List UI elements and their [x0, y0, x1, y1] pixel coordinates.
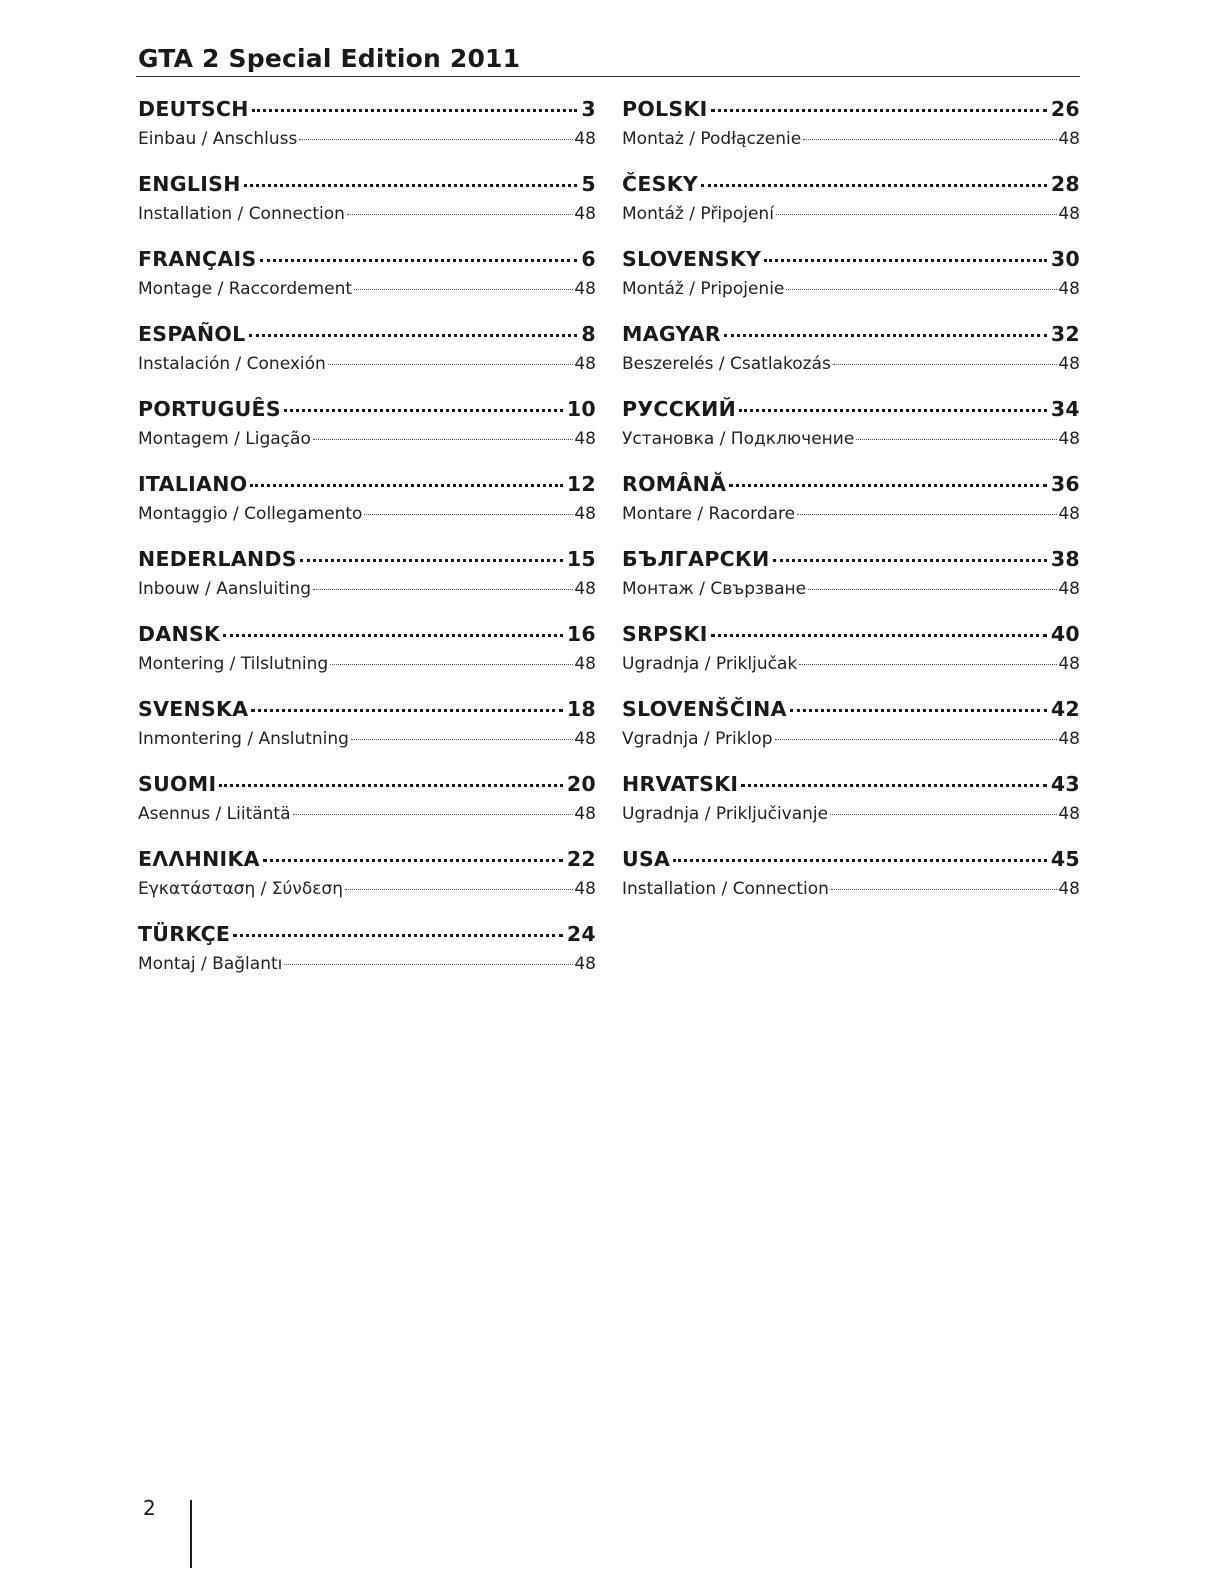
dot-leader [300, 559, 563, 562]
toc-subtitle: Ugradnja / Priključak [622, 654, 798, 674]
toc-language: POLSKI [622, 97, 708, 121]
toc-page: 36 [1050, 472, 1080, 496]
toc-sub-page: 48 [1058, 129, 1080, 149]
toc-entry [138, 769, 596, 844]
toc-sub-link[interactable] [622, 500, 1080, 528]
toc-sub-page: 48 [574, 654, 596, 674]
toc-language: ITALIANO [138, 472, 248, 496]
toc-page: 18 [566, 697, 596, 721]
toc-sub-page: 48 [1058, 354, 1080, 374]
toc-sub-page: 48 [574, 879, 596, 899]
toc-sub-link[interactable] [138, 950, 596, 978]
toc-sub-link[interactable] [622, 275, 1080, 303]
toc-heading-link[interactable] [622, 94, 1080, 125]
toc-subtitle: Montáž / Připojení [622, 204, 774, 224]
toc-heading-link[interactable] [138, 469, 596, 500]
toc-sub-page: 48 [574, 429, 596, 449]
dot-leader [284, 409, 563, 412]
toc-entry [622, 169, 1080, 244]
dot-leader [799, 664, 1057, 665]
toc-language: SUOMI [138, 772, 217, 796]
toc-page: 10 [566, 397, 596, 421]
toc-page: 32 [1050, 322, 1080, 346]
toc-language: ROMÂNĂ [622, 472, 727, 496]
toc-language: TÜRKÇE [138, 922, 231, 946]
toc-entry [138, 394, 596, 469]
toc-subtitle: Montage / Raccordement [138, 279, 353, 299]
toc-sub-link[interactable] [622, 350, 1080, 378]
dot-leader [673, 859, 1047, 862]
dot-leader [299, 139, 573, 140]
dot-leader [249, 334, 578, 337]
toc-sub-page: 48 [1058, 204, 1080, 224]
toc-sub-page: 48 [1058, 279, 1080, 299]
toc-page: 26 [1050, 97, 1080, 121]
toc-heading-link[interactable] [138, 94, 596, 125]
toc-heading-link[interactable] [622, 619, 1080, 650]
toc-sub-page: 48 [574, 729, 596, 749]
toc-language: PORTUGUÊS [138, 397, 281, 421]
dot-leader [775, 739, 1058, 740]
toc-page: 12 [566, 472, 596, 496]
dot-leader [776, 214, 1057, 215]
toc-entry [138, 619, 596, 694]
toc-subtitle: Εγκατάσταση / Σύνδεση [138, 879, 343, 899]
toc-heading-link[interactable] [138, 544, 596, 575]
dot-leader [729, 484, 1047, 487]
dot-leader [739, 409, 1047, 412]
toc-page: 34 [1050, 397, 1080, 421]
toc-sub-link[interactable] [138, 875, 596, 903]
toc-sub-page: 48 [1058, 579, 1080, 599]
toc-subtitle: Installation / Connection [138, 204, 345, 224]
toc-language: MAGYAR [622, 322, 721, 346]
toc-column-left [138, 94, 596, 994]
toc-sub-link[interactable] [138, 800, 596, 828]
toc-page: 22 [566, 847, 596, 871]
toc-heading-link[interactable] [622, 769, 1080, 800]
toc-heading-link[interactable] [138, 619, 596, 650]
toc-sub-page: 48 [574, 504, 596, 524]
dot-leader [856, 439, 1057, 440]
toc-sub-link[interactable] [138, 500, 596, 528]
toc-page: 16 [566, 622, 596, 646]
dot-leader [364, 514, 573, 515]
toc-entry [622, 769, 1080, 844]
toc-heading-link[interactable] [138, 244, 596, 275]
toc-page: 5 [581, 172, 596, 196]
toc-subtitle: Einbau / Anschluss [138, 129, 298, 149]
toc-entry [138, 94, 596, 169]
dot-leader [293, 814, 574, 815]
dot-leader [831, 889, 1057, 890]
dot-leader [808, 589, 1057, 590]
toc-sub-link[interactable] [138, 125, 596, 153]
toc-sub-link[interactable] [138, 575, 596, 603]
toc-sub-link[interactable] [622, 125, 1080, 153]
dot-leader [833, 364, 1058, 365]
toc-sub-page: 48 [574, 354, 596, 374]
dot-leader [803, 139, 1057, 140]
toc-heading-link[interactable] [138, 919, 596, 950]
toc-heading-link[interactable] [138, 169, 596, 200]
toc-page: 42 [1050, 697, 1080, 721]
dot-leader [313, 439, 574, 440]
toc-page: 45 [1050, 847, 1080, 871]
toc-subtitle: Beszerelés / Csatlakozás [622, 354, 831, 374]
dot-leader [764, 259, 1047, 262]
toc-sub-page: 48 [574, 954, 596, 974]
dot-leader [223, 634, 563, 637]
toc-entry [622, 319, 1080, 394]
toc-subtitle: Montering / Tilslutning [138, 654, 329, 674]
dot-leader [284, 964, 573, 965]
toc-heading-link[interactable] [622, 244, 1080, 275]
toc-sub-link[interactable] [622, 800, 1080, 828]
toc-sub-link[interactable] [138, 350, 596, 378]
dot-leader [797, 514, 1057, 515]
toc-subtitle: Монтаж / Свързване [622, 579, 807, 599]
toc-heading-link[interactable] [622, 394, 1080, 425]
toc-subtitle: Instalación / Conexión [138, 354, 326, 374]
toc-subtitle: Asennus / Liitäntä [138, 804, 291, 824]
toc-subtitle: Montaggio / Collegamento [138, 504, 363, 524]
toc-sub-link[interactable] [138, 425, 596, 453]
toc-language: ENGLISH [138, 172, 241, 196]
toc-language: БЪЛГАРСКИ [622, 547, 770, 571]
toc-language: DEUTSCH [138, 97, 249, 121]
dot-leader [724, 334, 1047, 337]
dot-leader [711, 634, 1047, 637]
dot-leader [252, 109, 578, 112]
toc-entry [138, 169, 596, 244]
toc-sub-page: 48 [574, 129, 596, 149]
title-rule [136, 76, 1080, 77]
dot-leader [313, 589, 573, 590]
toc-page: 43 [1050, 772, 1080, 796]
toc-heading-link[interactable] [622, 844, 1080, 875]
toc-sub-link[interactable] [622, 725, 1080, 753]
toc-page: 28 [1050, 172, 1080, 196]
toc-sub-link[interactable] [622, 425, 1080, 453]
toc-language: USA [622, 847, 671, 871]
toc-page: 8 [581, 322, 596, 346]
toc-subtitle: Montaż / Podłączenie [622, 129, 802, 149]
page-title: GTA 2 Special Edition 2011 [138, 44, 521, 73]
toc-sub-page: 48 [1058, 804, 1080, 824]
toc-sub-link[interactable] [138, 650, 596, 678]
toc-language: ČESKY [622, 172, 699, 196]
toc-language: NEDERLANDS [138, 547, 297, 571]
toc-heading-link[interactable] [138, 769, 596, 800]
toc-entry [622, 244, 1080, 319]
dot-leader [233, 934, 563, 937]
toc-subtitle: Inmontering / Anslutning [138, 729, 349, 749]
toc-heading-link[interactable] [622, 169, 1080, 200]
toc-language: SLOVENSKY [622, 247, 762, 271]
toc-entry [622, 694, 1080, 769]
dot-leader [328, 364, 574, 365]
toc-language: ESPAÑOL [138, 322, 246, 346]
dot-leader [354, 289, 573, 290]
dot-leader [711, 109, 1047, 112]
toc-entry [622, 619, 1080, 694]
toc-sub-link[interactable] [138, 275, 596, 303]
toc-sub-page: 48 [1058, 654, 1080, 674]
toc-sub-page: 48 [574, 279, 596, 299]
toc-heading-link[interactable] [622, 544, 1080, 575]
toc-entry [138, 694, 596, 769]
toc-subtitle: Inbouw / Aansluiting [138, 579, 312, 599]
toc-sub-page: 48 [1058, 504, 1080, 524]
toc-language: SVENSKA [138, 697, 249, 721]
dot-leader [263, 859, 563, 862]
toc-heading-link[interactable] [622, 469, 1080, 500]
toc-sub-page: 48 [574, 204, 596, 224]
toc-page: 3 [581, 97, 596, 121]
toc-entry [138, 244, 596, 319]
toc-sub-page: 48 [1058, 729, 1080, 749]
toc-heading-link[interactable] [138, 319, 596, 350]
toc-sub-link[interactable] [138, 200, 596, 228]
dot-leader [260, 259, 578, 262]
toc-entry [138, 319, 596, 394]
toc-language: ΕΛΛΗΝΙΚΑ [138, 847, 260, 871]
toc-page: 40 [1050, 622, 1080, 646]
toc-language: FRANÇAIS [138, 247, 257, 271]
toc-subtitle: Установка / Подключение [622, 429, 855, 449]
toc-sub-link[interactable] [622, 200, 1080, 228]
toc-sub-link[interactable] [622, 875, 1080, 903]
toc-sub-link[interactable] [622, 650, 1080, 678]
toc-entry [138, 544, 596, 619]
dot-leader [790, 709, 1047, 712]
toc-sub-link[interactable] [622, 575, 1080, 603]
toc-column-right [622, 94, 1080, 919]
toc-entry [622, 844, 1080, 919]
toc-subtitle: Montare / Racordare [622, 504, 796, 524]
toc-entry [138, 919, 596, 994]
toc-entry [622, 94, 1080, 169]
toc-page: 20 [566, 772, 596, 796]
dot-leader [351, 739, 573, 740]
toc-subtitle: Vgradnja / Priklop [622, 729, 773, 749]
dot-leader [330, 664, 573, 665]
toc-language: SLOVENŠČINA [622, 697, 787, 721]
toc-entry [138, 469, 596, 544]
toc-language: РУССКИЙ [622, 397, 737, 421]
toc-page: 24 [566, 922, 596, 946]
dot-leader [219, 784, 562, 787]
toc-language: HRVATSKI [622, 772, 739, 796]
footer-divider [190, 1500, 192, 1568]
dot-leader [345, 889, 573, 890]
toc-entry [138, 844, 596, 919]
toc-sub-page: 48 [574, 579, 596, 599]
toc-entry [622, 394, 1080, 469]
toc-entry [622, 469, 1080, 544]
dot-leader [251, 709, 562, 712]
toc-sub-page: 48 [1058, 879, 1080, 899]
toc-subtitle: Installation / Connection [622, 879, 829, 899]
toc-page: 38 [1050, 547, 1080, 571]
toc-language: DANSK [138, 622, 221, 646]
toc-page: 30 [1050, 247, 1080, 271]
toc-subtitle: Montagem / Ligação [138, 429, 311, 449]
dot-leader [250, 484, 562, 487]
toc-heading-link[interactable] [138, 844, 596, 875]
toc-page: 15 [566, 547, 596, 571]
dot-leader [741, 784, 1047, 787]
toc-sub-link[interactable] [138, 725, 596, 753]
dot-leader [244, 184, 578, 187]
dot-leader [773, 559, 1047, 562]
toc-page: 6 [581, 247, 596, 271]
toc-heading-link[interactable] [138, 394, 596, 425]
toc-heading-link[interactable] [138, 694, 596, 725]
toc-subtitle: Montáž / Pripojenie [622, 279, 785, 299]
toc-subtitle: Ugradnja / Priključivanje [622, 804, 829, 824]
dot-leader [786, 289, 1057, 290]
dot-leader [701, 184, 1047, 187]
toc-heading-link[interactable] [622, 319, 1080, 350]
toc-heading-link[interactable] [622, 694, 1080, 725]
toc-sub-page: 48 [574, 804, 596, 824]
page-number: 2 [143, 1496, 156, 1520]
toc-subtitle: Montaj / Bağlantı [138, 954, 283, 974]
toc-sub-page: 48 [1058, 429, 1080, 449]
dot-leader [830, 814, 1057, 815]
toc-entry [622, 544, 1080, 619]
dot-leader [347, 214, 573, 215]
toc-language: SRPSKI [622, 622, 708, 646]
